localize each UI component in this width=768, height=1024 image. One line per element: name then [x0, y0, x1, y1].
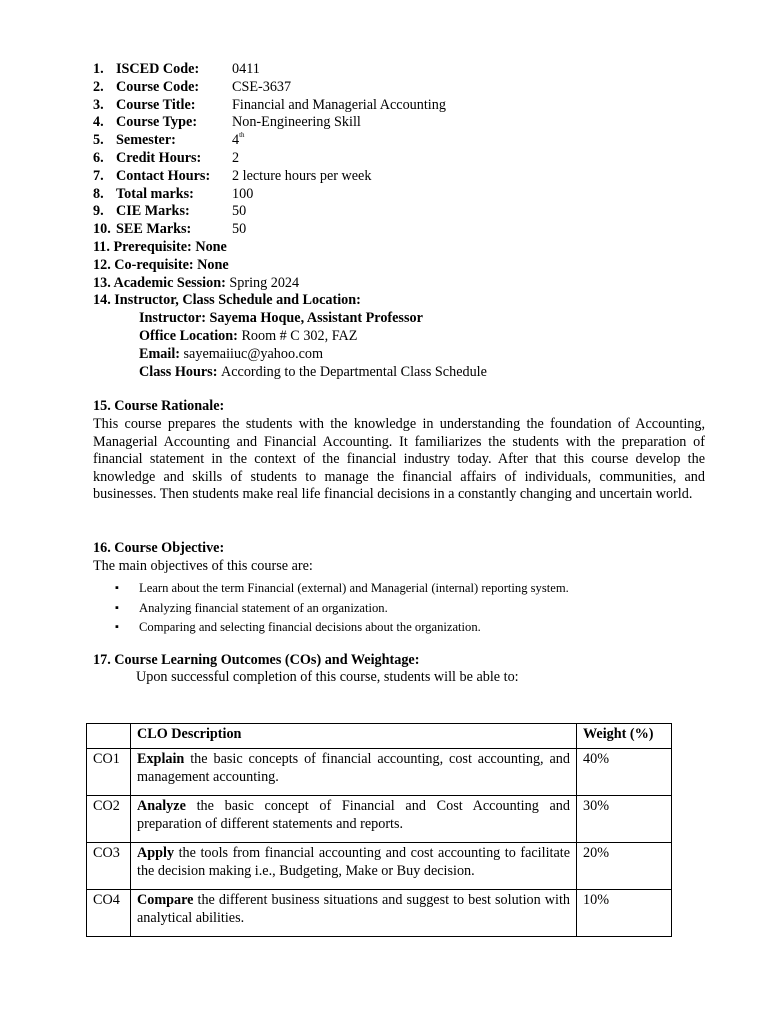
instructor-name: Instructor: Sayema Hoque, Assistant Professor [139, 310, 423, 327]
info-see-marks: 10. SEE Marks: 50 [93, 221, 247, 238]
list-item: ▪ Comparing and selecting financial decisions about the organization. [93, 618, 705, 638]
co-weight: 40% [577, 749, 672, 796]
office-location: Office Location: Room # C 302, FAZ [139, 327, 358, 344]
class-hours: Class Hours: According to the Departmental Class Schedule [139, 363, 487, 380]
info-course-code: 2. Course Code: CSE-3637 [93, 78, 292, 95]
objective-list [93, 579, 705, 638]
rationale-heading: 15. Course Rationale: [93, 398, 225, 415]
info-academic-session: 13. Academic Session: Spring 2024 [93, 274, 300, 291]
info-course-title: 3. Course Title: Financial and Managerial Accounting [93, 96, 446, 113]
co-code: CO1 [87, 749, 131, 796]
co-weight: 10% [577, 890, 672, 937]
outcomes-heading: 17. Course Learning Outcomes (COs) and Weightage: [93, 651, 420, 668]
instructor-email: Email: sayemaiiuc@yahoo.com [139, 345, 324, 362]
rationale-text: This course prepares the students with the knowledge in understanding the foundation of Accounting, Managerial Accounting and Financial Accounting. It familiarizes the students with the preparation of financial statement in the context of the financial industry today. After that this course develop the knowledge and skills of students to manage the financial affairs of individuals, communities, and businesses. Then students make real life financial decisions in a constantly changing and uncertain world. [93, 415, 705, 503]
instructor-heading: 14. Instructor, Class Schedule and Location: [93, 292, 361, 309]
co-description: Compare the different business situations and suggest to best solution with analytical abilities. [131, 890, 577, 937]
semester-suffix: th [239, 131, 245, 140]
info-isced: 1. ISCED Code: 0411 [93, 61, 260, 77]
table-row [87, 843, 672, 890]
course-outline [93, 61, 705, 687]
column-header-weight: Weight (%) [577, 724, 672, 749]
info-course-type: 4. Course Type: Non-Engineering Skill [93, 114, 361, 131]
info-total-marks: 8. Total marks: 100 [93, 185, 254, 202]
semester-value: 4 [232, 132, 240, 149]
list-item: ▪ Analyzing financial statement of an organization. [93, 599, 705, 619]
table-row [87, 796, 672, 843]
objective-heading: 16. Course Objective: [93, 539, 225, 556]
info-contact-hours: 7. Contact Hours: 2 lecture hours per week [93, 167, 372, 184]
table-row [87, 749, 672, 796]
co-code: CO4 [87, 890, 131, 937]
info-corequisite: 12. Co-requisite: None [93, 256, 229, 273]
co-weight: 30% [577, 796, 672, 843]
info-cie-marks: 9. CIE Marks: 50 [93, 203, 247, 220]
co-description: Apply the tools from financial accounting and cost accounting to facilitate the decision making i.e., Budgeting, Make or Buy decision. [131, 843, 577, 890]
co-code: CO3 [87, 843, 131, 890]
info-credit-hours: 6. Credit Hours: 2 [93, 149, 240, 166]
column-header-description: CLO Description [131, 724, 577, 749]
co-description: Analyze the basic concept of Financial and Cost Accounting and preparation of different statements and reports. [131, 796, 577, 843]
column-header-code [87, 724, 131, 749]
co-code: CO2 [87, 796, 131, 843]
outcomes-table [86, 723, 672, 937]
list-item: ▪ Learn about the term Financial (external) and Managerial (internal) reporting system. [93, 579, 705, 599]
co-weight: 20% [577, 843, 672, 890]
info-prerequisite: 11. Prerequisite: None [93, 238, 227, 255]
objective-intro: The main objectives of this course are: [93, 557, 313, 574]
table-row [87, 890, 672, 937]
info-semester: 5. Semester: 4th [93, 131, 245, 149]
table-header-row [87, 724, 672, 749]
co-description: Explain the basic concepts of financial accounting, cost accounting, and management accounting. [131, 749, 577, 796]
outcomes-intro: Upon successful completion of this course, students will be able to: [136, 669, 519, 686]
